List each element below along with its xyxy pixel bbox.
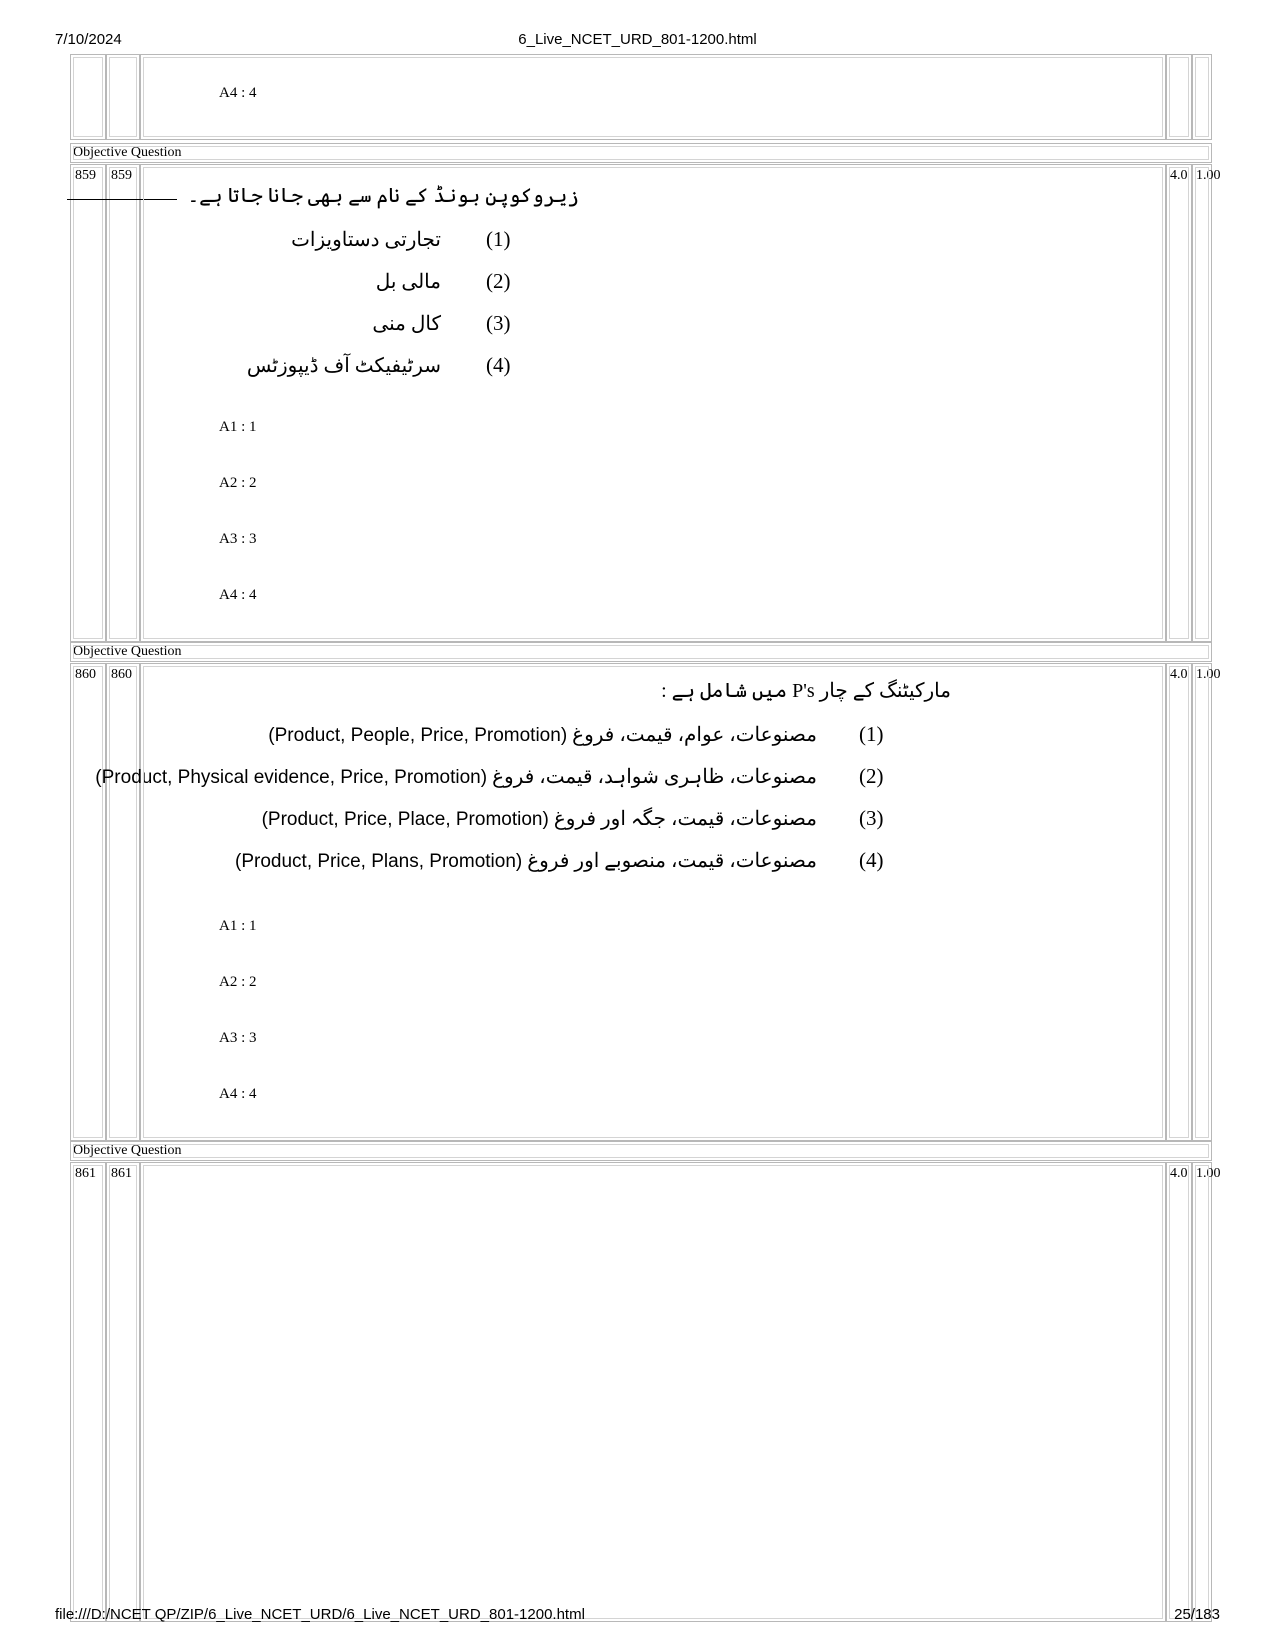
answer-option: A4 : 4: [219, 587, 257, 603]
answer-option: A4 : 4: [219, 85, 257, 101]
option-number: (1): [859, 722, 884, 746]
cell-question-id: [106, 663, 140, 1141]
option-number: (4): [486, 353, 511, 377]
negative-mark: 1.00: [1196, 168, 1221, 183]
option-number: (4): [859, 848, 884, 872]
option-text: مصنوعات، قیمت، جگہ اور فروغ (Product, Price, Place, Promotion): [261, 808, 817, 830]
print-date: 7/10/2024: [55, 31, 122, 48]
cell-mark: [1166, 54, 1192, 140]
question-text: زیروکوپن بونڈ کے نام سے بھی جانا جاتا ہے۔: [67, 183, 579, 208]
option-number: (3): [486, 311, 511, 335]
option-text: کال منی: [372, 313, 441, 335]
cell-question-no: [70, 1162, 106, 1622]
option-text-english: (Product, Physical evidence, Price, Promotion): [95, 767, 488, 788]
option-text-english: (Product, Price, Plans, Promotion): [235, 851, 523, 872]
answer-option: A3 : 3: [219, 1030, 257, 1046]
cell-negative: [1192, 663, 1221, 1141]
option-text: مصنوعات، قیمت، منصوبے اور فروغ (Product, Price, Plans, Promotion): [235, 850, 817, 872]
cell-negative: [1192, 54, 1212, 140]
question-type-bar: [70, 1141, 1212, 1161]
answer-option: A4 : 4: [219, 1086, 257, 1102]
print-footer: [0, 1606, 1275, 1626]
question-mark: 4.0: [1170, 1166, 1188, 1181]
question-number: 860: [75, 667, 96, 682]
print-title: 6_Live_NCET_URD_801-1200.html: [518, 31, 757, 48]
option-text: مصنوعات، ظاہری شواہد، قیمت، فروغ (Product, Physical evidence, Price, Promotion): [95, 766, 817, 788]
question-id: 860: [111, 667, 132, 682]
cell-question-body: [140, 164, 1166, 642]
option-number: (3): [859, 806, 884, 830]
question-id: 859: [111, 168, 132, 183]
cell-question-id: [106, 54, 140, 140]
question-type-bar: [70, 642, 1212, 662]
question-number: 861: [75, 1166, 96, 1181]
option-row: [141, 309, 1167, 341]
cell-question-no: [70, 164, 106, 642]
negative-mark: 1.00: [1196, 1166, 1221, 1181]
print-header: [0, 31, 1275, 51]
question-text: مارکیٹنگ کے چار P's میں شامل ہے :: [661, 680, 951, 702]
option-number: (2): [859, 764, 884, 788]
question-type-label: Objective Question: [73, 145, 182, 160]
option-text: مالی بل: [375, 271, 441, 293]
question-mark: 4.0: [1170, 168, 1188, 183]
cell-question-body: [140, 54, 1166, 140]
answer-option: A2 : 2: [219, 475, 257, 491]
answer-option: A1 : 1: [219, 918, 257, 934]
option-text: مصنوعات، عوام، قیمت، فروغ (Product, People, Price, Promotion): [268, 724, 817, 746]
option-row: [141, 267, 1167, 299]
print-page-number: 25/183: [1174, 1606, 1220, 1623]
answer-option: A3 : 3: [219, 531, 257, 547]
answer-option: A1 : 1: [219, 419, 257, 435]
question-mark: 4.0: [1170, 667, 1188, 682]
cell-mark: [1166, 1162, 1192, 1622]
question-table: [70, 58, 1221, 1603]
cell-mark: [1166, 663, 1192, 1141]
cell-question-id: [106, 1162, 140, 1622]
cell-question-body: [140, 1162, 1166, 1622]
option-row: [141, 720, 1167, 752]
cell-mark: [1166, 164, 1192, 642]
question-type-label: Objective Question: [73, 644, 182, 659]
print-file-path: file:///D:/NCET QP/ZIP/6_Live_NCET_URD/6_Live_NCET_URD_801-1200.html: [55, 1606, 585, 1623]
option-row: [141, 351, 1167, 383]
fill-blank-line: [67, 199, 177, 200]
option-number: (1): [486, 227, 511, 251]
option-row: [95, 762, 1167, 794]
cell-question-no: [70, 54, 106, 140]
option-number: (2): [486, 269, 511, 293]
option-row: [141, 846, 1167, 878]
option-row: [141, 804, 1167, 836]
question-type-label: Objective Question: [73, 1143, 182, 1158]
cell-question-id: [106, 164, 140, 642]
question-type-bar: [70, 143, 1212, 163]
answer-option: A2 : 2: [219, 974, 257, 990]
option-text-english: (Product, Price, Place, Promotion): [261, 809, 549, 830]
option-text: تجارتی دستاویزات: [291, 229, 441, 251]
cell-question-no: [70, 663, 106, 1141]
negative-mark: 1.00: [1196, 667, 1221, 682]
option-text-english: (Product, People, Price, Promotion): [268, 725, 568, 746]
question-number: 859: [75, 168, 96, 183]
cell-negative: [1192, 164, 1221, 642]
option-text: سرٹیفیکٹ آف ڈیپوزٹس: [246, 355, 441, 377]
question-id: 861: [111, 1166, 132, 1181]
option-row: [141, 225, 1167, 257]
